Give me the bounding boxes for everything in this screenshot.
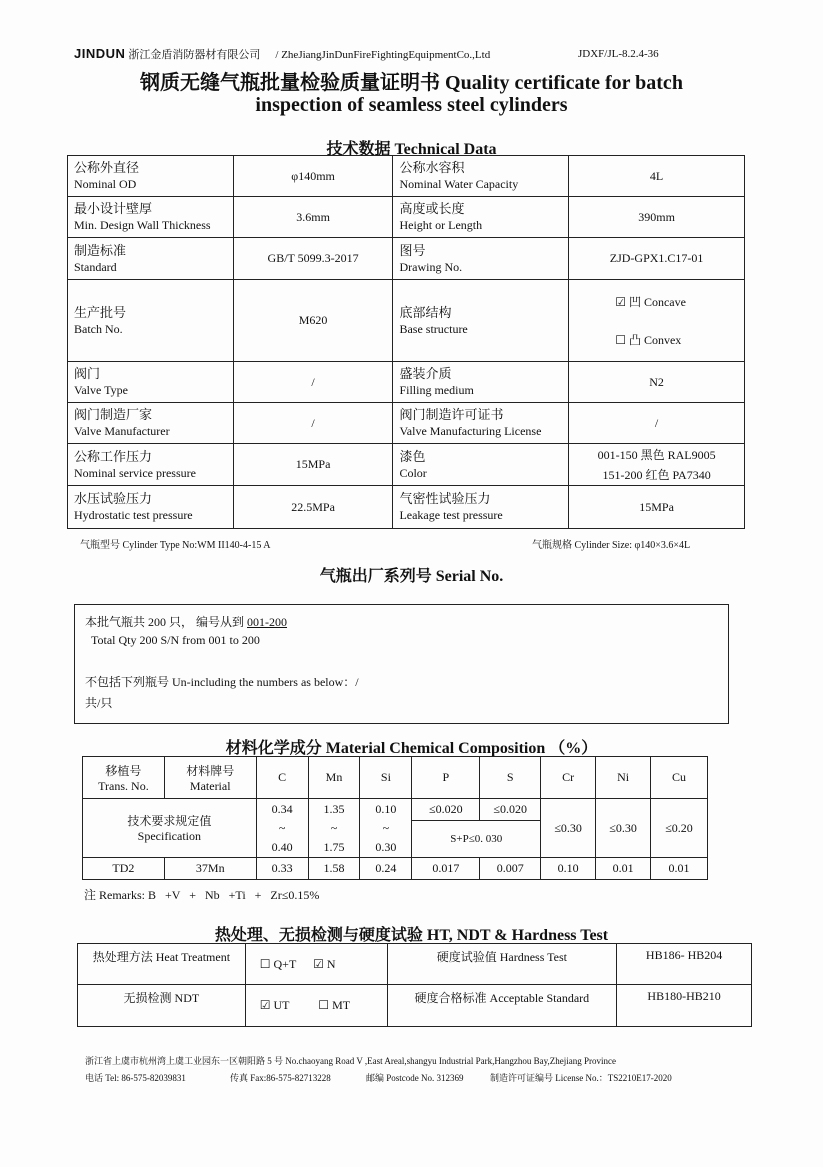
convex-label: 凸 Convex (628, 332, 682, 347)
value-cell: / (233, 362, 393, 403)
header-ni: Ni (596, 757, 651, 799)
label-cell: 生产批号 Batch No. (68, 280, 234, 362)
ndt-options (245, 985, 387, 1027)
table-row (68, 403, 745, 444)
label-cell: 阀门制造厂家 Valve Manufacturer (68, 403, 234, 444)
acceptable-standard-label: 硬度合格标准 Acceptable Standard (387, 985, 617, 1027)
label-cell: 公称水容积 Nominal Water Capacity (393, 156, 569, 197)
label-cell: 水压试验压力 Hydrostatic test pressure (68, 486, 234, 529)
value-cell: 390mm (569, 197, 745, 238)
heat-treatment-options (245, 944, 387, 985)
footer-fax: 传真 Fax:86-575-82713228 (230, 1073, 331, 1083)
value-cell: M620 (233, 280, 393, 362)
serial-line-2: Total Qty 200 S/N from 001 to 200 (91, 633, 260, 647)
header-mn: Mn (308, 757, 360, 799)
table-row (78, 985, 752, 1027)
serial-heading: 气瓶出厂系列号 Serial No. (319, 568, 504, 585)
serial-line-3: 不包括下列瓶号 Un-including the numbers as below：/ (85, 675, 359, 689)
header-trans: 移植号 Trans. No. (83, 757, 165, 799)
ht-table (77, 943, 752, 1027)
label-cell: 盛装介质 Filling medium (393, 362, 569, 403)
value-cell: / (233, 403, 393, 444)
spec-label: 技术要求规定值 Specification (83, 799, 257, 858)
label-cell: 制造标准 Standard (68, 238, 234, 280)
value-cell: ZJD-GPX1.C17-01 (569, 238, 745, 280)
value-cr: 0.10 (541, 858, 596, 880)
footer-tel: 电话 Tel: 86-575-82039831 (85, 1073, 186, 1083)
table-row (68, 238, 745, 280)
title-line-2: inspection of seamless steel cylinders (255, 94, 568, 116)
technical-data-heading: 技术数据 Technical Data (326, 141, 497, 158)
label-cell: 高度或长度 Height or Length (393, 197, 569, 238)
heat-treatment-label: 热处理方法 Heat Treatment (78, 944, 246, 985)
value-cell: GB/T 5099.3-2017 (233, 238, 393, 280)
value-cell: φ140mm (233, 156, 393, 197)
serial-line-1: 本批气瓶共 200 只， 编号从到 001-200 (85, 615, 288, 629)
n-label: N (326, 956, 336, 971)
serial-range: 001-200 (247, 615, 288, 629)
label-cell: 公称外直径 Nominal OD (68, 156, 234, 197)
qt-label: Q+T (273, 956, 297, 971)
ut-checkbox: ☑ (259, 998, 271, 1012)
value-cell: 22.5MPa (233, 486, 393, 529)
trans-no: TD2 (83, 858, 165, 880)
header-material: 材料牌号 Material (164, 757, 256, 799)
header-s: S (480, 757, 541, 799)
label-cell: 阀门制造许可证书 Valve Manufacturing License (393, 403, 569, 444)
spec-p: ≤0.020 (412, 799, 480, 821)
value-ni: 0.01 (596, 858, 651, 880)
hardness-test-label: 硬度试验值 Hardness Test (387, 944, 617, 985)
footer-address: 浙江省上虞市杭州湾上虞工业园东一区朝阳路 5 号 No.chaoyang Road V ,East Areal,shangyu Industrial Park,Hangzhou Bay,Zhejiang Province (85, 1056, 617, 1066)
table-row (68, 362, 745, 403)
value-cell: 15MPa (233, 444, 393, 486)
value-p: 0.017 (412, 858, 480, 880)
value-cell: 15MPa (569, 486, 745, 529)
table-row (68, 156, 745, 197)
header-c: C (256, 757, 308, 799)
header-p: P (412, 757, 480, 799)
company-name-en: / ZheJiangJinDunFireFightingEquipmentCo.,Ltd (275, 49, 491, 61)
serial-box (74, 604, 729, 724)
header (74, 46, 490, 62)
label-cell: 底部结构 Base structure (393, 280, 569, 362)
mt-label: MT (332, 998, 351, 1012)
value-cell: N2 (569, 362, 745, 403)
spec-cu: ≤0.20 (651, 799, 708, 858)
table-row (68, 444, 745, 486)
table-row (78, 944, 752, 985)
label-cell: 最小设计壁厚 Min. Design Wall Thickness (68, 197, 234, 238)
spec-row (83, 799, 708, 821)
value-c: 0.33 (256, 858, 308, 880)
header-cr: Cr (541, 757, 596, 799)
color-line-2: 151-200 红色 PA7340 (602, 467, 711, 482)
label-cell: 漆色 Color (393, 444, 569, 486)
cylinder-type-note: 气瓶型号 Cylinder Type No:WM II140-4-15 A (80, 540, 271, 551)
mt-checkbox: ☐ (318, 998, 330, 1012)
company-name-cn: 浙江金盾消防器材有限公司 (128, 49, 261, 61)
table-row (83, 858, 708, 880)
convex-checkbox: ☐ (615, 332, 626, 347)
base-structure-options (569, 280, 745, 362)
n-checkbox: ☑ (313, 956, 324, 971)
serial-line-4: 共/只 (85, 696, 113, 710)
spec-si: 0.10 ~ 0.30 (360, 799, 412, 858)
footer-postcode: 邮编 Postcode No. 312369 (366, 1073, 464, 1083)
technical-data-table (67, 155, 745, 529)
spec-c: 0.34 ~ 0.40 (256, 799, 308, 858)
footer-license: 制造许可证编号 License No.：TS2210E17-2020 (490, 1073, 672, 1083)
label-cell: 图号 Drawing No. (393, 238, 569, 280)
table-row (68, 486, 745, 529)
acceptable-standard-value: HB180-HB210 (617, 985, 752, 1027)
ut-label: UT (273, 998, 290, 1012)
title-line-1: 钢质无缝气瓶批量检验质量证明书 Quality certificate for batch (140, 72, 683, 94)
value-mn: 1.58 (308, 858, 360, 880)
value-cell: / (569, 403, 745, 444)
spec-s: ≤0.020 (480, 799, 541, 821)
company-logo: JINDUN (74, 46, 126, 61)
hardness-test-value: HB186- HB204 (617, 944, 752, 985)
concave-label: 凹 Concave (628, 294, 686, 309)
color-value-cell (569, 444, 745, 486)
header-si: Si (360, 757, 412, 799)
cylinder-size-note: 气瓶规格 Cylinder Size: φ140×3.6×4L (532, 540, 691, 551)
value-cell: 4L (569, 156, 745, 197)
color-line-1: 001-150 黑色 RAL9005 (597, 447, 716, 462)
concave-checkbox: ☑ (615, 294, 626, 309)
table-header-row (83, 757, 708, 799)
label-cell: 公称工作压力 Nominal service pressure (68, 444, 234, 486)
chemical-heading: 材料化学成分 Material Chemical Composition （%） (225, 740, 598, 757)
value-si: 0.24 (360, 858, 412, 880)
spec-mn: 1.35 ~ 1.75 (308, 799, 360, 858)
document-number: JDXF/JL-8.2.4-36 (578, 48, 659, 60)
spec-cr: ≤0.30 (541, 799, 596, 858)
chemical-table (82, 756, 708, 880)
spec-ni: ≤0.30 (596, 799, 651, 858)
spec-sp: S+P≤0. 030 (412, 821, 541, 858)
material: 37Mn (164, 858, 256, 880)
header-cu: Cu (651, 757, 708, 799)
label-cell: 气密性试验压力 Leakage test pressure (393, 486, 569, 529)
value-cu: 0.01 (651, 858, 708, 880)
table-row (68, 280, 745, 362)
qt-checkbox: ☐ (259, 956, 271, 971)
chemical-remarks: 注 Remarks: B +V + Nb +Ti + Zr≤0.15% (84, 888, 320, 902)
ht-heading: 热处理、无损检测与硬度试验 HT, NDT & Hardness Test (214, 927, 609, 944)
value-s: 0.007 (480, 858, 541, 880)
label-cell: 阀门 Valve Type (68, 362, 234, 403)
ndt-label: 无损检测 NDT (78, 985, 246, 1027)
value-cell: 3.6mm (233, 197, 393, 238)
table-row (68, 197, 745, 238)
